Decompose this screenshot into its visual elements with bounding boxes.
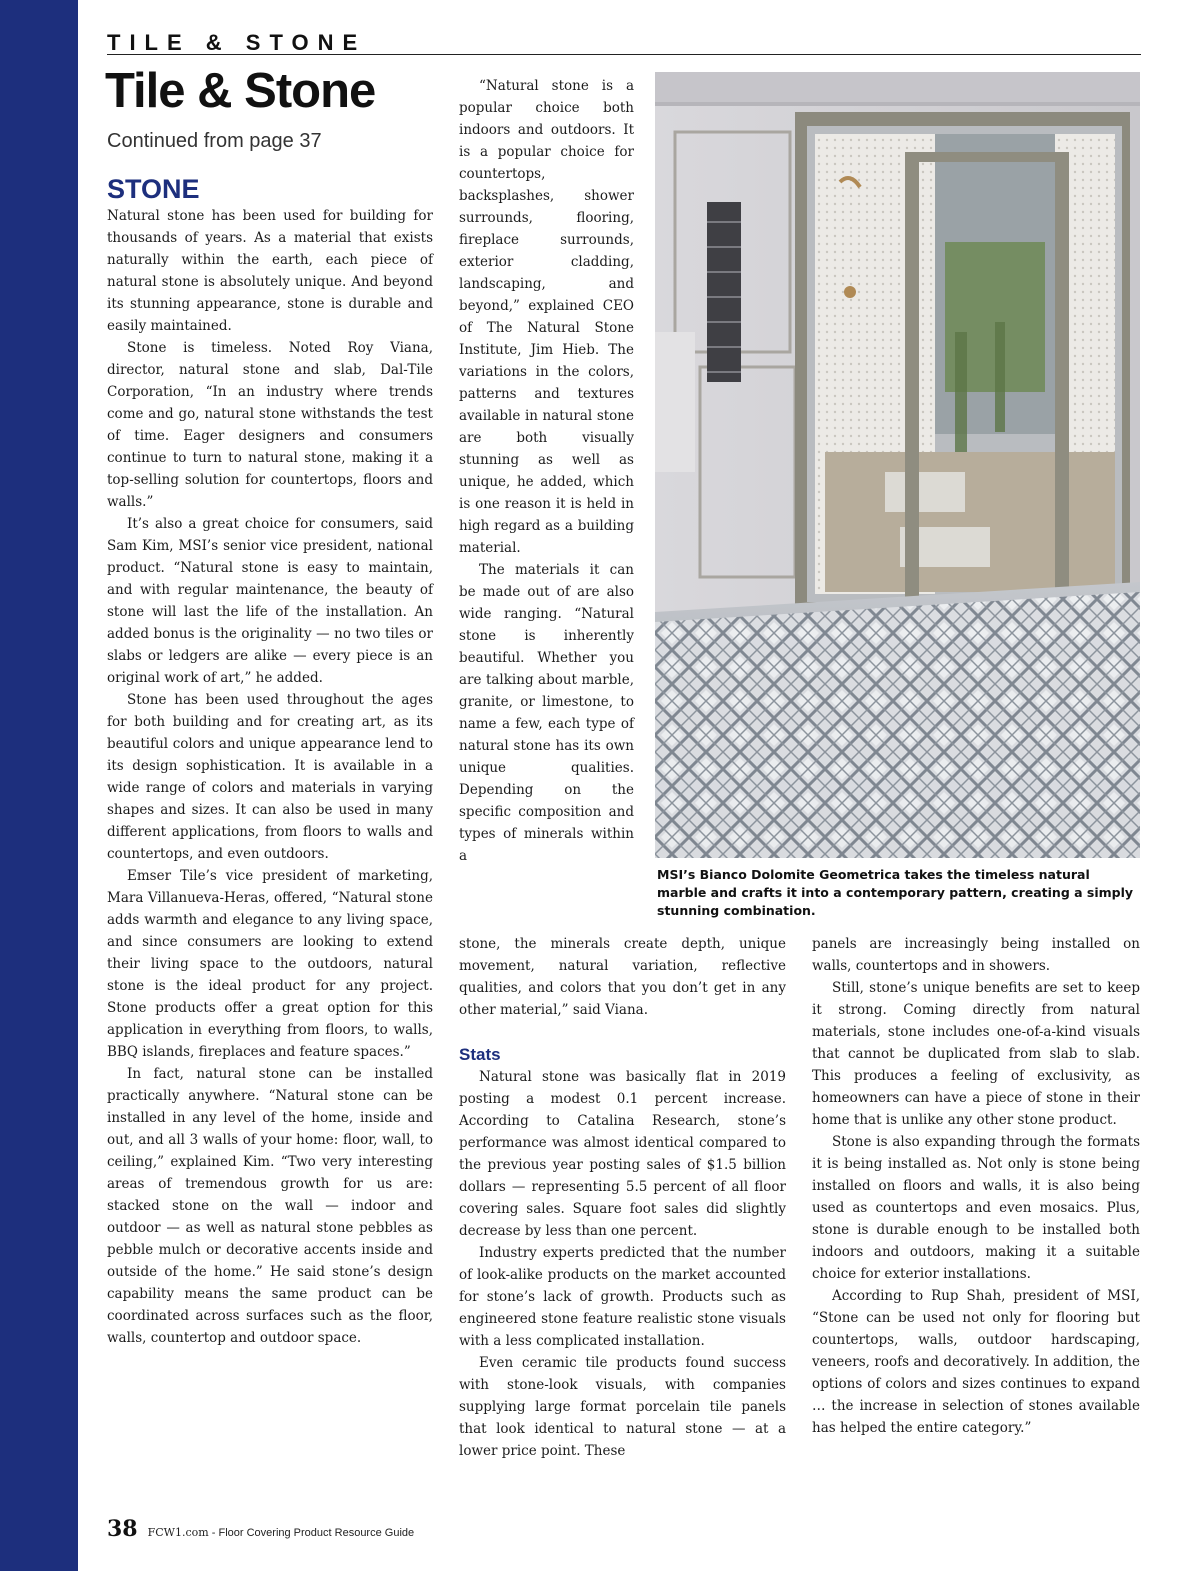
photo-caption: MSI’s Bianco Dolomite Geometrica takes the timeless natural marble and crafts it into a contemporary pattern, creating a simply stunning combination. — [657, 867, 1134, 918]
paragraph: It’s also a great choice for consumers, said Sam Kim, MSI’s senior vice president, national product. “Natural stone is easy to maintain, and with regular maintenance, the beauty of stone will last the life of the installation. An added bonus is the originality — no two tiles or slabs or ledgers are alike — every piece is an original work of art,” he added. — [107, 516, 433, 686]
paragraph: Industry experts predicted that the number of look-alike products on the market accounted for stone’s lack of growth. Products such as engineered stone feature realistic stone visuals with a less complicated installation. — [459, 1245, 786, 1349]
article-column-1 — [107, 205, 433, 1349]
header-rule — [107, 54, 1141, 55]
stats-heading: Stats — [459, 1045, 501, 1064]
paragraph: Natural stone has been used for building for thousands of years. As a material that exists naturally within the earth, each piece of natural stone is absolutely unique. And beyond its stunning appearance, stone is durable and easily maintained. — [107, 208, 433, 334]
page-title: Tile & Stone — [105, 64, 376, 118]
stone-heading: STONE — [107, 174, 200, 204]
page-number: 38 — [107, 1516, 138, 1542]
footer-site: FCW1.com — [147, 1526, 209, 1539]
paragraph: Stone has been used throughout the ages for both building and for creating art, as its beautiful colors and unique appearance lend to its design sophistication. It is available in a wide range of colors and materials in varying shapes and sizes. It can also be used in many different applications, from floors to walls and countertops, and even outdoors. — [107, 692, 433, 862]
continued-note: Continued from page 37 — [107, 130, 322, 152]
bathroom-tile-photo — [655, 72, 1140, 858]
paragraph: Even ceramic tile products found success with stone-look visuals, with companies supplying large format porcelain tile panels that look identical to natural stone — at a lower price point. These — [459, 1355, 786, 1459]
paragraph: panels are increasingly being installed on walls, countertops and in showers. — [812, 936, 1140, 974]
paragraph: Still, stone’s unique benefits are set to keep it strong. Coming directly from natural materials, stone includes one-of-a-kind visuals that cannot be duplicated from slab to slab. This produces a feeling of exclusivity, as homeowners can have a piece of stone in their home that is unlike any other stone product. — [812, 980, 1140, 1128]
paragraph: According to Rup Shah, president of MSI, “Stone can be used not only for flooring but countertops, walls, outdoor hardscaping, veneers, roofs and decoratively. In addition, the options of colors and sizes continues to expand … the increase in selection of stones available has helped the entire category.” — [812, 1288, 1140, 1436]
paragraph: The materials it can be made out of are also wide ranging. “Natural stone is inherently beautiful. Whether you are talking about marble, granite, or limestone, to name a few, each type of natural stone has its own unique qualities. Depending on the specific composition and types of minerals within a — [459, 562, 634, 864]
sidebar-accent-bar — [0, 0, 78, 1571]
paragraph: “Natural stone is a popular choice both indoors and outdoors. It is a popular choice for countertops, backsplashes, shower surrounds, flooring, fireplace surrounds, exterior cladding, landscaping, and beyond,” explained CEO of The Natural Stone Institute, Jim Hieb. The variations in the colors, patterns and textures available in natural stone are both visually stunning as well as unique, he added, which is one reason it is held in high regard as a building material. — [459, 78, 634, 556]
paragraph: Emser Tile’s vice president of marketing, Mara Villanueva-Heras, offered, “Natural stone adds warmth and elegance to any living space, and since consumers are looking to extend their living space to the outdoors, natural stone is the ideal product for any project. Stone products offer a great option for this application in everything from floors, to walls, BBQ islands, fireplaces and feature spaces.” — [107, 868, 433, 1060]
section-tag: TILE & STONE — [107, 30, 367, 55]
article-column-2-continued — [459, 933, 786, 1462]
paragraph: Stone is timeless. Noted Roy Viana, director, natural stone and slab, Dal-Tile Corporation, “In an industry where trends come and go, natural stone withstands the test of time. Eager designers and consumers continue to turn to natural stone, making it a top-selling solution for countertops, floors and walls.” — [107, 340, 433, 510]
article-column-3 — [812, 933, 1140, 1439]
paragraph: Stone is also expanding through the formats it is being installed as. Not only is stone being installed on floors and walls, it is also being used as countertops and even mosaics. Plus, stone is durable enough to be installed both indoors and outdoors, making it a suitable choice for exterior installations. — [812, 1134, 1140, 1282]
paragraph: In fact, natural stone can be installed practically anywhere. “Natural stone can be installed in any level of the home, inside and out, and all 3 walls of your home: floor, wall, to ceiling,” explained Kim. “Two very interesting areas of tremendous growth for us are: stacked stone on the wall — indoor and outdoor — as well as natural stone pebbles as pebble mulch or decorative accents inside and outside of the home.” He said stone’s design capability means the same product can be coordinated across surfaces such as the floor, walls, countertop and outdoor space. — [107, 1066, 433, 1346]
article-column-2 — [459, 75, 634, 867]
page-footer — [107, 1516, 414, 1542]
paragraph: Natural stone was basically flat in 2019 posting a modest 0.1 percent increase. According to Catalina Research, stone’s performance was almost identical compared to the previous year posting sales of $1.5 billion dollars — representing 5.5 percent of all floor covering sales. Square foot sales did slightly decrease by less than one percent. — [459, 1069, 786, 1239]
footer-guide-title: - Floor Covering Product Resource Guide — [208, 1527, 415, 1539]
paragraph: stone, the minerals create depth, unique movement, natural variation, reflective qualities, and colors that you don’t get in any other material,” said Viana. — [459, 936, 786, 1018]
